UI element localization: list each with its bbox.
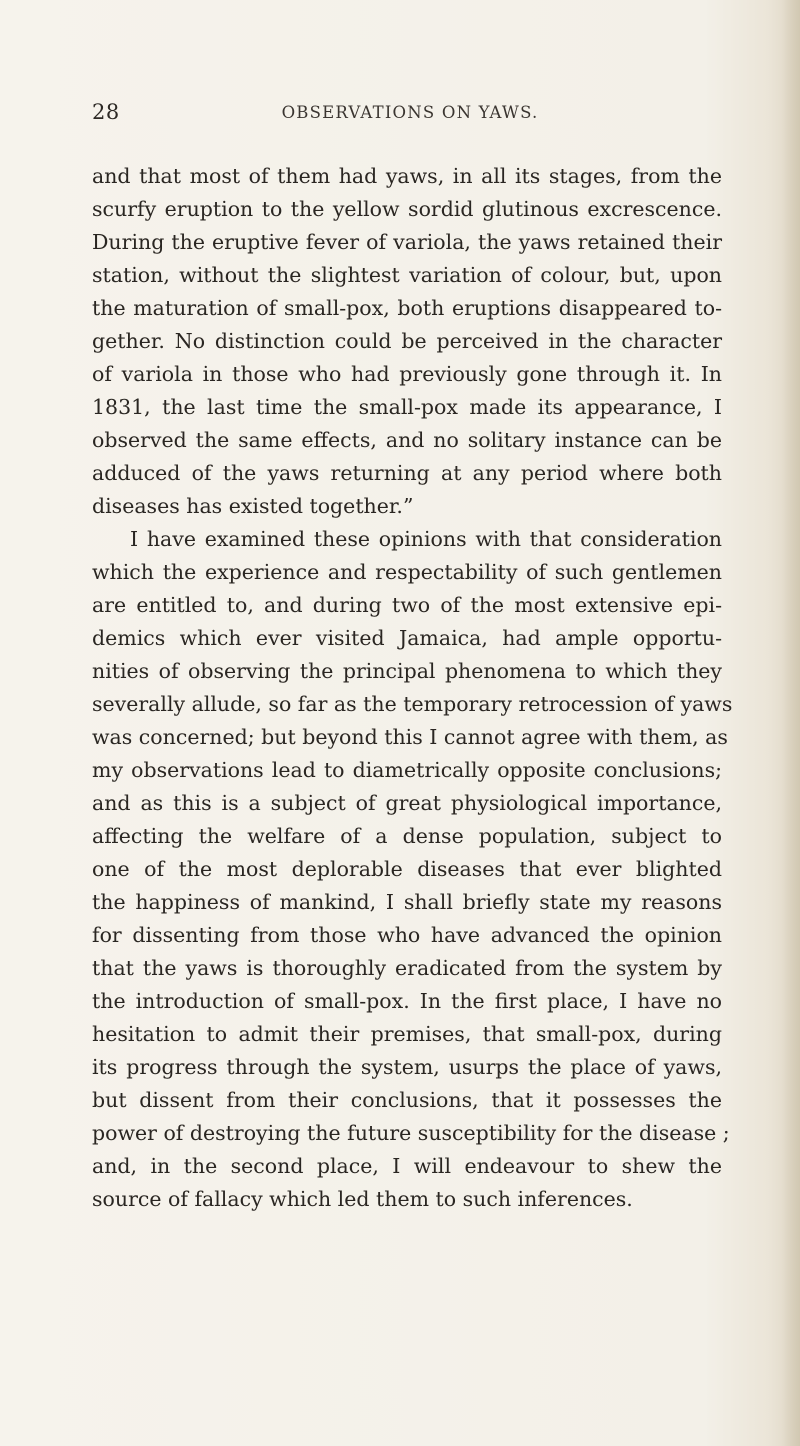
page-edge-shadow: [782, 0, 800, 1446]
text-line: the introduction of small-pox. In the first place, I have no: [92, 989, 722, 1013]
text-line: hesitation to admit their premises, that small-pox, during: [92, 1022, 722, 1046]
text-line: but dissent from their conclusions, that it possesses the: [92, 1088, 722, 1112]
text-line: was concerned; but beyond this I cannot agree with them, as: [92, 725, 728, 749]
text-line: one of the most deplorable diseases that ever blighted: [92, 857, 722, 881]
text-line: and that most of them had yaws, in all its stages, from the: [92, 164, 722, 188]
body-text: [92, 160, 733, 1216]
text-line: the maturation of small-pox, both eruptions disappeared to-: [92, 296, 722, 320]
text-line: of variola in those who had previously gone through it. In: [92, 362, 722, 386]
text-line: my observations lead to diametrically opposite conclusions;: [92, 758, 722, 782]
text-line: station, without the slightest variation of colour, but, upon: [92, 263, 722, 287]
text-line-paragraph-start: I have examined these opinions with that consideration: [130, 527, 722, 551]
text-line: for dissenting from those who have advanced the opinion: [92, 923, 722, 947]
text-line: severally allude, so far as the temporary retrocession of yaws: [92, 692, 733, 716]
text-line-paragraph-end: source of fallacy which led them to such inferences.: [92, 1187, 633, 1211]
text-line: that the yaws is thoroughly eradicated from the system by: [92, 956, 722, 980]
text-line: its progress through the system, usurps the place of yaws,: [92, 1055, 722, 1079]
text-line: demics which ever visited Jamaica, had ample opportu-: [92, 626, 722, 650]
running-title: OBSERVATIONS ON YAWS.: [281, 103, 539, 122]
text-line: power of destroying the future susceptibility for the disease ;: [92, 1121, 730, 1145]
text-line: and as this is a subject of great physiological importance,: [92, 791, 722, 815]
text-line: and, in the second place, I will endeavour to shew the: [92, 1154, 722, 1178]
text-line: affecting the welfare of a dense population, subject to: [92, 824, 722, 848]
text-line: the happiness of mankind, I shall briefly state my reasons: [92, 890, 722, 914]
text-line-paragraph-end: diseases has existed together.”: [92, 494, 414, 518]
text-line: observed the same effects, and no solitary instance can be: [92, 428, 722, 452]
text-line: gether. No distinction could be perceived in the character: [92, 329, 722, 353]
text-line: 1831, the last time the small-pox made its appearance, I: [92, 395, 722, 419]
text-line: nities of observing the principal phenomena to which they: [92, 659, 722, 683]
text-line: scurfy eruption to the yellow sordid glutinous excrescence.: [92, 197, 722, 221]
text-line: are entitled to, and during two of the most extensive epi-: [92, 593, 722, 617]
text-line: which the experience and respectability of such gentlemen: [92, 560, 722, 584]
text-line: During the eruptive fever of variola, the yaws retained their: [92, 230, 722, 254]
page-header: [0, 100, 800, 140]
text-line: adduced of the yaws returning at any period where both: [92, 461, 722, 485]
page-number: 28: [92, 100, 120, 124]
